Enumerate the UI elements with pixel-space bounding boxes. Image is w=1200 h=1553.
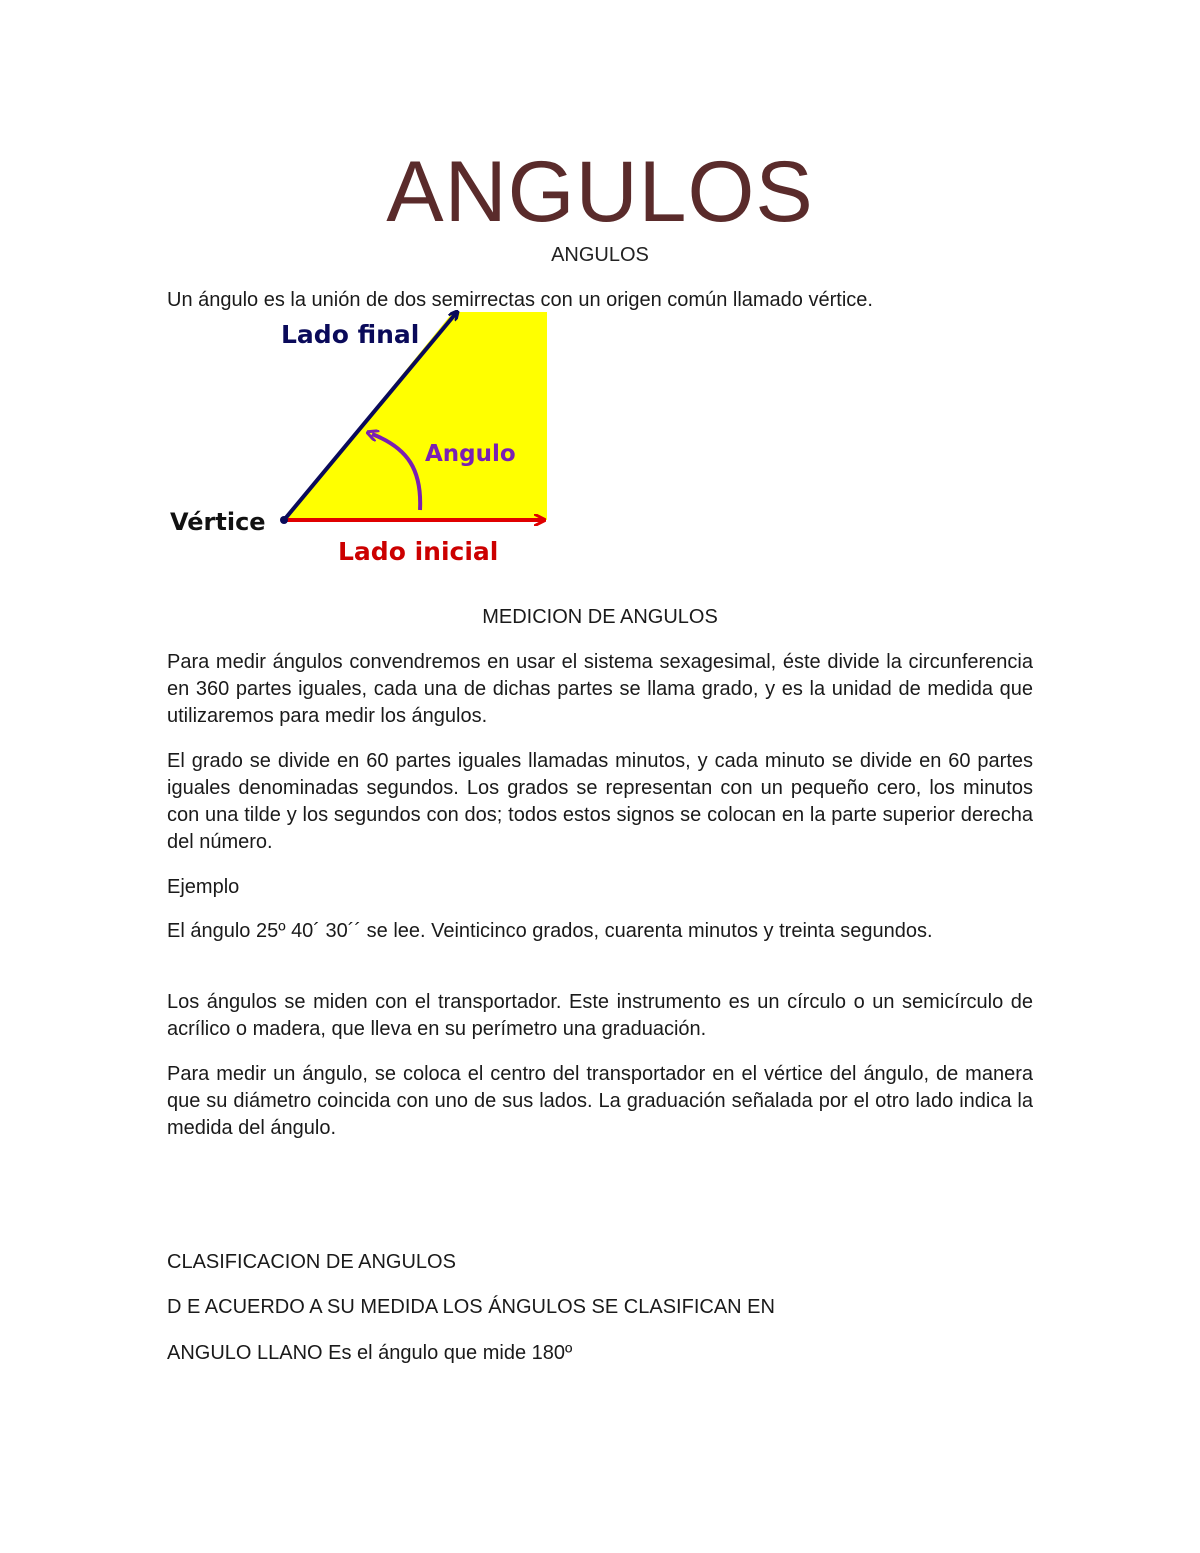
straight-angle-definition: ANGULO LLANO Es el ángulo que mide 180º bbox=[167, 1342, 573, 1364]
label-final-side: Lado final bbox=[281, 320, 420, 349]
document-subtitle: ANGULOS bbox=[551, 244, 649, 266]
label-vertex: Vértice bbox=[170, 508, 266, 536]
paragraph-text: Los ángulos se miden con el transportador. Este instrumento es un círculo o un semicírculo de acrílico o madera, que lleva en su perímetro una graduación. bbox=[167, 991, 1033, 1040]
paragraph-text: Para medir un ángulo, se coloca el centro del transportador en el vértice del ángulo, de manera que su diámetro coincida con uno de sus lados. La graduación señalada por el otro lado indica la medida del ángulo. bbox=[167, 1063, 1033, 1139]
document-title: ANGULOS bbox=[386, 144, 814, 240]
label-angle: Angulo bbox=[425, 441, 516, 467]
intro-paragraph: Un ángulo es la unión de dos semirrectas con un origen común llamado vértice. bbox=[167, 289, 873, 311]
paragraph-example bbox=[167, 918, 1033, 945]
paragraph-protractor bbox=[167, 989, 1033, 1043]
paragraph-degree-division bbox=[167, 748, 1033, 856]
vertex-point bbox=[280, 516, 288, 524]
example-label: Ejemplo bbox=[167, 876, 240, 898]
paragraph-text: El ángulo 25º 40´ 30´´ se lee. Veinticinco grados, cuarenta minutos y treinta segundos. bbox=[167, 920, 933, 942]
paragraph-text: Para medir ángulos convendremos en usar el sistema sexagesimal, éste divide la circunferencia en 360 partes iguales, cada una de dichas partes se llama grado, y es la unidad de medida que utilizaremos para medir los ángulos. bbox=[167, 651, 1033, 727]
section-heading-measure: MEDICION DE ANGULOS bbox=[482, 606, 718, 628]
section-heading-classification: CLASIFICACION DE ANGULOS bbox=[167, 1251, 456, 1273]
paragraph-measure-method bbox=[167, 1061, 1033, 1142]
paragraph-text: El grado se divide en 60 partes iguales llamadas minutos, y cada minuto se divide en 60 partes iguales denominadas segundos. Los grados se representan con un pequeño cero, los minutos con una tilde y los segundos con dos; todos estos signos se colocan en la parte superior derecha del número. bbox=[167, 750, 1033, 853]
label-initial-side: Lado inicial bbox=[338, 537, 499, 566]
paragraph-sexagesimal bbox=[167, 649, 1033, 730]
angle-diagram bbox=[160, 310, 560, 580]
classification-intro: D E ACUERDO A SU MEDIDA LOS ÁNGULOS SE CLASIFICAN EN bbox=[167, 1296, 775, 1318]
